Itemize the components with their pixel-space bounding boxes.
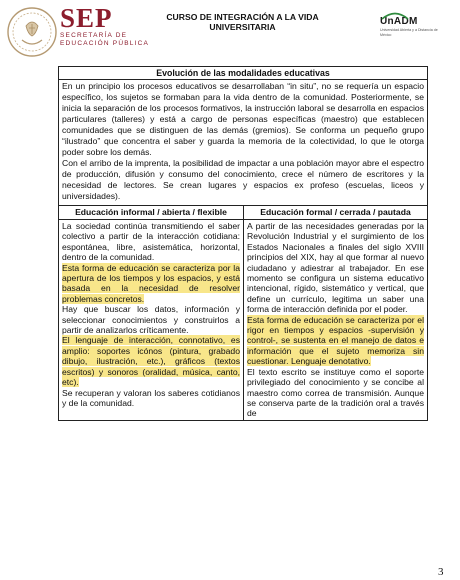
unadm-logo-name: UnADM <box>380 16 418 27</box>
formal-column <box>243 206 427 420</box>
formal-paragraph-2 <box>247 315 424 367</box>
table-intro <box>59 80 427 206</box>
formal-paragraph-1: A partir de las necesidades generadas por la Revolución Industrial y el surgimiento de los Estados Nacionales a finales del siglo XVIII principios del XIX, hay al que formar al nuevo ciudadano y adiestrar al trabajador. En ese momento se configura un sistema educativo intencional, rígido, sistemático y vertical, que define un currículo, legitima un saber una forma de interacción definida por el poder. <box>247 221 424 315</box>
unadm-arc-icon <box>380 10 410 20</box>
informal-column-body <box>59 220 243 409</box>
informal-paragraph-2 <box>62 263 240 305</box>
formal-column-header: Educación formal / cerrada / pautada <box>244 206 427 220</box>
formal-column-body <box>244 220 427 420</box>
informal-highlight-2: El lenguaje de interacción, connotativo, es amplio: soportes icónos (pintura, grabado dibujo, ilustración, etc.), gráficos (textos escritos) y sonoros (oralidad, música, canto, etc). <box>62 335 240 388</box>
course-title-line2: UNIVERSITARIA <box>209 22 276 32</box>
informal-paragraph-3: Hay que buscar los datos, información y seleccionar conocimientos y construirlos a partir de analizarlos críticamente. <box>62 304 240 336</box>
unadm-logo <box>380 16 442 37</box>
unadm-logo-sub: Universidad Abierta y a Distancia de México <box>380 28 438 37</box>
comparison-columns <box>59 206 427 420</box>
informal-paragraph-4 <box>62 335 240 387</box>
informal-column <box>59 206 243 420</box>
mexico-seal-icon <box>6 6 58 58</box>
sep-logo-sub-2: EDUCACIÓN PÚBLICA <box>60 40 150 47</box>
course-title <box>150 12 335 32</box>
course-title-line1: CURSO DE INTEGRACIÓN A LA VIDA <box>166 12 319 22</box>
informal-paragraph-5: Se recuperan y valoran los saberes cotidianos y de la comunidad. <box>62 387 240 408</box>
intro-paragraph-1: En un principio los procesos educativos se desarrollaban “in situ”, no se requería un espacio específico, los sujetos se formaban para la vida dentro de la comunidad. Posteriormente, se inicia la separación de los procesos formativos, la instrucción laboral se desarrolla en espacios particulares (talleres) y está a cargo de personas específicas (maestro) que establecen comunidades que se distinguen de las demás (gremios). Se conforma un pequeño grupo “ilustrado” que concentra el saber y guarda la memoria de la colectividad, lo que le otorga poder sobre los demás. <box>62 81 424 157</box>
informal-column-header: Educación informal / abierta / flexible <box>59 206 243 220</box>
sep-logo-main: SEP <box>60 3 113 33</box>
formal-highlight-1: Esta forma de educación se caracteriza por el rigor en tiempos y espacios -supervisión y control-, se sustenta en el manejo de datos e información que el sujeto memoriza sin cuestionar. Lenguaje denotativo. <box>247 314 424 367</box>
informal-highlight-1: Esta forma de educación se caracteriza por la apertura de los tiempos y los espacios, y está basada en la necesidad de resolver problemas concretos. <box>62 262 240 304</box>
modalities-table <box>58 66 428 421</box>
formal-paragraph-3: El texto escrito se instituye como el soporte privilegiado del conocimiento y se concibe al maestro como correa de transmisión. Aunque se conserva parte de la tradición oral a través de <box>247 366 424 419</box>
table-title: Evolución de las modalidades educativas <box>59 67 427 80</box>
sep-logo-sub-1: SECRETARÍA DE <box>60 32 128 39</box>
sep-logo <box>60 4 149 48</box>
intro-paragraph-2: Con el arribo de la imprenta, la posibilidad de impactar a una población mayor abre el espectro de producción, difusión y consumo del conocimiento, crece el número de escritores y la necesidad de lectores. Se crean lugares y espacios ex profeso (escuelas, liceos y universidades). <box>62 158 424 201</box>
informal-paragraph-1: La sociedad continúa transmitiendo el saber colectivo a partir de la interacción cotidiana: espontánea, libre, asistemática, horizontal, dentro de la comunidad. <box>62 221 240 263</box>
page-header <box>0 0 460 60</box>
page-number: 3 <box>438 566 444 578</box>
